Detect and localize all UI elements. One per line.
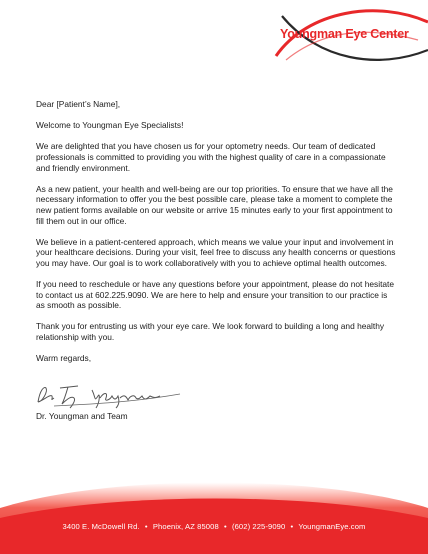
- footer-separator: •: [144, 522, 148, 531]
- welcome-line: Welcome to Youngman Eye Specialists!: [36, 120, 184, 131]
- footer-phone: (602) 225-9090: [231, 522, 286, 531]
- salutation: Dear [Patient’s Name],: [36, 99, 121, 109]
- footer-separator: •: [223, 522, 227, 531]
- footer-website[interactable]: YoungmanEye.com: [298, 522, 366, 531]
- letter-body: [36, 99, 396, 374]
- closing: Warm regards,: [36, 353, 92, 364]
- paragraph-new-patient: As a new patient, your health and well-being are our top priorities. To ensure that we have all the necessary information to offer you the best possible care, please take a moment to complete the new patient forms available on our website or arrive 15 minutes early to your first appointment to fill them out in our office.: [36, 183, 393, 226]
- footer-address: 3400 E. McDowell Rd.: [62, 522, 140, 531]
- handwritten-signature: [34, 380, 184, 410]
- footer-separator: •: [290, 522, 294, 531]
- paragraph-intro: We are delighted that you have chosen us for your optometry needs. Our team of dedicated professionals is committed to providing you with the highest quality of care in a compassionate and friendly environment.: [36, 141, 386, 173]
- paragraph-thanks: Thank you for entrusting us with your eye care. We look forward to building a long and healthy relationship with you.: [36, 321, 385, 343]
- footer-contact-line: [0, 522, 428, 531]
- brand-name: Youngman Eye Center: [280, 27, 409, 41]
- paragraph-approach: We believe in a patient-centered approach, which means we value your input and involvement in your healthcare decisions. During your visit, feel free to discuss any health concerns or questions you may have. Our goal is to work collaboratively with you to achieve optimal health outcomes.: [36, 236, 396, 268]
- signoff-name: Dr. Youngman and Team: [36, 411, 128, 421]
- footer-city: Phoenix, AZ 85008: [152, 522, 219, 531]
- brand-logo: [268, 0, 428, 78]
- footer-band: [0, 460, 428, 554]
- paragraph-reschedule: If you need to reschedule or have any questions before your appointment, please do not hesitate to contact us at 602.225.9090. We are here to help and ensure your transition to our practice is as smooth as possible.: [36, 279, 395, 311]
